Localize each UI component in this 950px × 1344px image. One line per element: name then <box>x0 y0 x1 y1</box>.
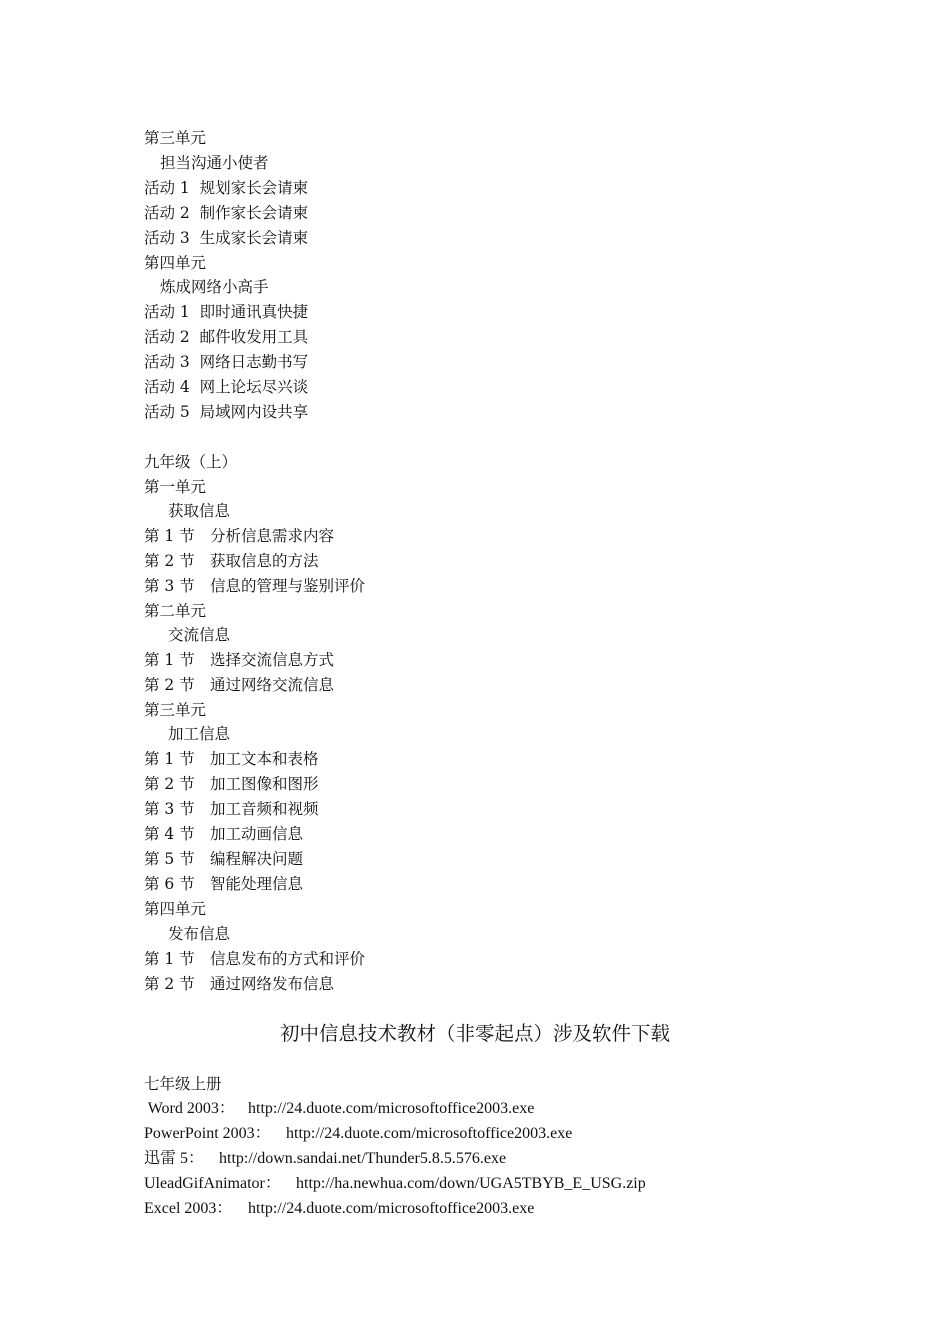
section-label: 第 2 节 <box>144 676 195 694</box>
section-label: 第 2 节 <box>144 552 195 570</box>
section-label: 第 3 节 <box>144 800 195 818</box>
download-item <box>144 1199 534 1219</box>
section-title: 加工文本和表格 <box>210 750 319 768</box>
download-item <box>144 1149 506 1169</box>
activity-item: 活动 4 网上论坛尽兴谈 <box>144 378 309 396</box>
downloads-title: 初中信息技术教材（非零起点）涉及软件下载 <box>279 1022 670 1045</box>
download-link[interactable]: http://24.duote.com/microsoftoffice2003.exe <box>286 1125 573 1142</box>
unit-subtitle: 加工信息 <box>168 725 231 743</box>
activity-item: 活动 2 邮件收发用工具 <box>144 328 309 346</box>
unit-heading: 第一单元 <box>144 478 207 496</box>
section-title: 加工图像和图形 <box>210 775 319 793</box>
grade-heading: 九年级（上） <box>144 453 238 471</box>
section-label: 第 2 节 <box>144 975 195 993</box>
section-item <box>144 849 303 869</box>
grade-label: 七年级上册 <box>144 1075 222 1093</box>
section-label: 第 6 节 <box>144 875 195 893</box>
section-title: 通过网络发布信息 <box>210 975 335 993</box>
section-label: 第 5 节 <box>144 850 195 868</box>
download-item <box>144 1174 646 1194</box>
software-name: Word 2003： <box>144 1100 235 1117</box>
unit-subtitle: 获取信息 <box>168 502 231 520</box>
section-title: 智能处理信息 <box>210 875 304 893</box>
activity-item: 活动 3 生成家长会请柬 <box>144 229 309 247</box>
section-label: 第 1 节 <box>144 950 195 968</box>
section-item <box>144 974 334 994</box>
download-link[interactable]: http://24.duote.com/microsoftoffice2003.exe <box>248 1200 535 1217</box>
section-title: 编程解决问题 <box>210 850 304 868</box>
download-item <box>144 1124 572 1144</box>
unit-heading: 第三单元 <box>144 701 207 719</box>
section-title: 通过网络交流信息 <box>210 676 335 694</box>
activity-item: 活动 1 规划家长会请柬 <box>144 179 309 197</box>
section-label: 第 2 节 <box>144 775 195 793</box>
unit-heading: 第四单元 <box>144 900 207 918</box>
unit-subtitle: 交流信息 <box>168 626 231 644</box>
unit-heading: 第三单元 <box>144 129 207 147</box>
download-item <box>144 1099 534 1119</box>
software-name: 迅雷 5： <box>144 1150 205 1167</box>
section-label: 第 4 节 <box>144 825 195 843</box>
unit-subtitle: 炼成网络小高手 <box>160 278 269 296</box>
activity-item: 活动 5 局域网内设共享 <box>144 403 309 421</box>
activity-item: 活动 3 网络日志勤书写 <box>144 353 309 371</box>
section-title: 信息发布的方式和评价 <box>210 950 366 968</box>
section-item <box>144 774 319 794</box>
section-item <box>144 551 319 571</box>
section-item <box>144 799 319 819</box>
section-item <box>144 874 303 894</box>
section-label: 第 3 节 <box>144 577 195 595</box>
section-item <box>144 949 365 969</box>
section-title: 加工音频和视频 <box>210 800 319 818</box>
section-item <box>144 576 365 596</box>
section-title: 获取信息的方法 <box>210 552 319 570</box>
unit-subtitle: 担当沟通小使者 <box>160 154 269 172</box>
activity-item: 活动 2 制作家长会请柬 <box>144 204 309 222</box>
section-title: 选择交流信息方式 <box>210 651 335 669</box>
section-item <box>144 824 303 844</box>
software-name: UleadGifAnimator： <box>144 1175 281 1192</box>
software-name: PowerPoint 2003： <box>144 1125 271 1142</box>
download-link[interactable]: http://ha.newhua.com/down/UGA5TBYB_E_USG.zip <box>296 1175 646 1192</box>
section-item <box>144 749 319 769</box>
unit-heading: 第四单元 <box>144 254 207 272</box>
section-title: 信息的管理与鉴别评价 <box>210 577 366 595</box>
activity-item: 活动 1 即时通讯真快捷 <box>144 303 309 321</box>
section-item <box>144 650 334 670</box>
software-name: Excel 2003： <box>144 1200 233 1217</box>
section-title: 分析信息需求内容 <box>210 527 335 545</box>
section-item <box>144 675 334 695</box>
download-link[interactable]: http://24.duote.com/microsoftoffice2003.exe <box>248 1100 535 1117</box>
section-label: 第 1 节 <box>144 527 195 545</box>
section-item <box>144 526 334 546</box>
section-title: 加工动画信息 <box>210 825 304 843</box>
section-label: 第 1 节 <box>144 651 195 669</box>
unit-heading: 第二单元 <box>144 602 207 620</box>
download-link[interactable]: http://down.sandai.net/Thunder5.8.5.576.exe <box>219 1150 507 1167</box>
unit-subtitle: 发布信息 <box>168 925 231 943</box>
section-label: 第 1 节 <box>144 750 195 768</box>
